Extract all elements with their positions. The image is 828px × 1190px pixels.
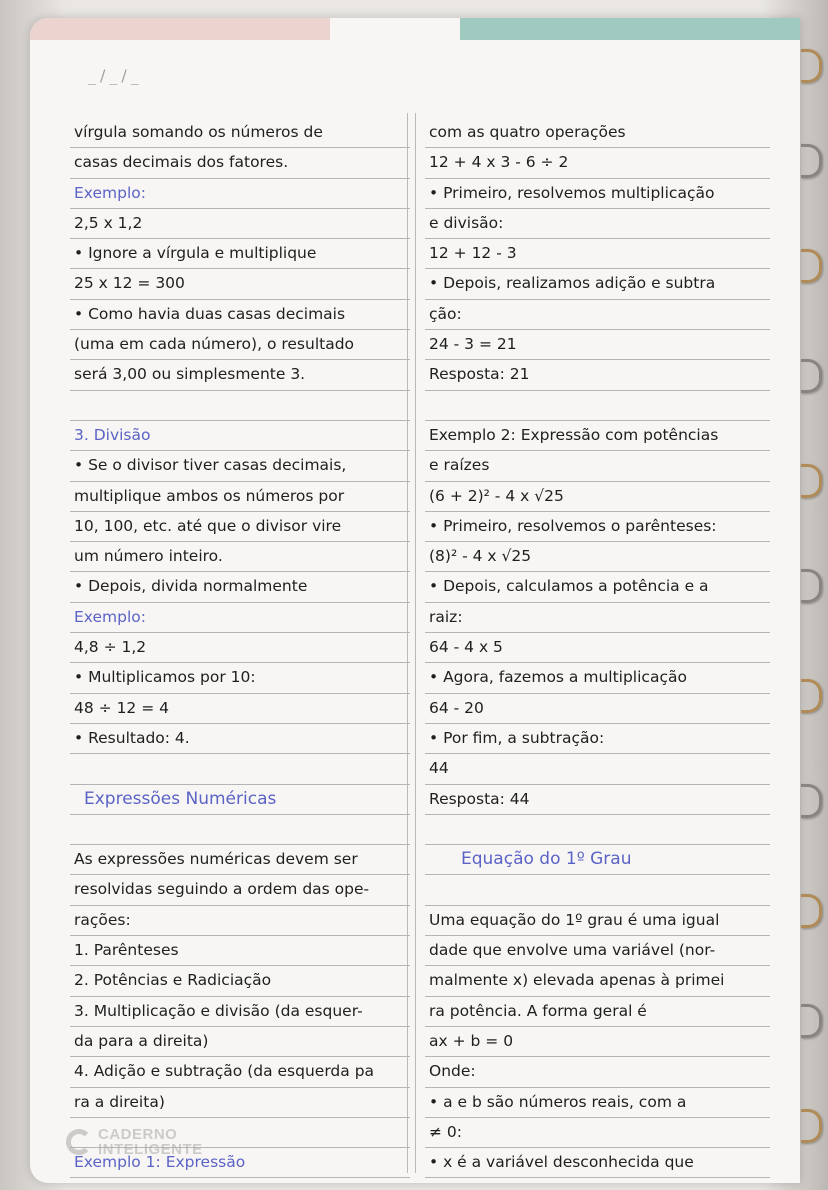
left-column-line: • Ignore a vírgula e multiplique	[70, 239, 410, 269]
right-column-line	[425, 815, 770, 845]
left-column-line: 10, 100, etc. até que o divisor vire	[70, 512, 410, 542]
right-column-line: • x é a variável desconhecida que	[425, 1148, 770, 1178]
right-column-line: e divisão:	[425, 209, 770, 239]
left-column-line	[70, 815, 410, 845]
right-column-line: malmente x) elevada apenas à primei	[425, 966, 770, 996]
ring-icon	[801, 1109, 822, 1143]
right-column-line: • Primeiro, resolvemos multiplicação	[425, 179, 770, 209]
spiral-ring	[800, 460, 822, 496]
left-column-line: multiplique ambos os números por	[70, 482, 410, 512]
ring-icon	[801, 249, 822, 283]
spiral-ring	[800, 1105, 822, 1141]
right-column-line: • Por fim, a subtração:	[425, 724, 770, 754]
logo-icon	[66, 1129, 92, 1155]
left-column-line: 2,5 x 1,2	[70, 209, 410, 239]
ring-icon	[801, 569, 822, 603]
ring-icon	[801, 679, 822, 713]
right-column-line: Uma equação do 1º grau é uma igual	[425, 906, 770, 936]
left-column-line: Exemplo:	[70, 179, 410, 209]
left-column-line: 48 ÷ 12 = 4	[70, 694, 410, 724]
ring-icon	[801, 464, 822, 498]
right-column-line: • a e b são números reais, com a	[425, 1088, 770, 1118]
left-column-line: 3. Multiplicação e divisão (da esquer-	[70, 997, 410, 1027]
right-column-line: raiz:	[425, 603, 770, 633]
right-column-line: 12 + 4 x 3 - 6 ÷ 2	[425, 148, 770, 178]
logo-line-2: INTELIGENTE	[98, 1141, 203, 1158]
notebook-page	[30, 18, 800, 1183]
left-column-line: será 3,00 ou simplesmente 3.	[70, 360, 410, 390]
ring-icon	[801, 1004, 822, 1038]
spiral-ring	[800, 565, 822, 601]
ring-icon	[801, 784, 822, 818]
left-column-line: 4,8 ÷ 1,2	[70, 633, 410, 663]
right-column-line: Equação do 1º Grau	[425, 845, 770, 875]
right-column-line: • Depois, calculamos a potência e a	[425, 572, 770, 602]
right-column-line: (6 + 2)² - 4 x √25	[425, 482, 770, 512]
left-column-line: rações:	[70, 906, 410, 936]
spiral-ring	[800, 675, 822, 711]
left-column-line	[70, 391, 410, 421]
right-column-line: ax + b = 0	[425, 1027, 770, 1057]
spiral-ring	[800, 890, 822, 926]
right-column-line: 64 - 20	[425, 694, 770, 724]
left-column	[70, 118, 410, 1178]
spiral-ring	[800, 780, 822, 816]
right-column-line: 64 - 4 x 5	[425, 633, 770, 663]
pink-tab	[30, 18, 330, 40]
green-tab	[460, 18, 800, 40]
left-column-line: 3. Divisão	[70, 421, 410, 451]
left-column-line: (uma em cada número), o resultado	[70, 330, 410, 360]
spiral-ring	[800, 45, 822, 81]
spiral-ring	[800, 1000, 822, 1036]
left-column-line: 25 x 12 = 300	[70, 269, 410, 299]
left-column-line: Exemplo 1: Expressão	[70, 1148, 410, 1178]
spiral-ring	[800, 245, 822, 281]
right-column-line: Onde:	[425, 1057, 770, 1087]
right-column-line	[425, 875, 770, 905]
right-column-line: • Depois, realizamos adição e subtra	[425, 269, 770, 299]
center-margin-line	[415, 113, 416, 1173]
logo-text	[98, 1127, 203, 1157]
left-column-line: • Resultado: 4.	[70, 724, 410, 754]
ring-icon	[801, 49, 822, 83]
left-column-line: da para a direita)	[70, 1027, 410, 1057]
right-column-line: ção:	[425, 300, 770, 330]
left-column-line: casas decimais dos fatores.	[70, 148, 410, 178]
right-column-line: (8)² - 4 x √25	[425, 542, 770, 572]
left-column-line: ra a direita)	[70, 1088, 410, 1118]
right-column-line: ra potência. A forma geral é	[425, 997, 770, 1027]
left-column-line: • Como havia duas casas decimais	[70, 300, 410, 330]
ring-icon	[801, 144, 822, 178]
left-column-line: 2. Potências e Radiciação	[70, 966, 410, 996]
ring-icon	[801, 894, 822, 928]
left-column-line: As expressões numéricas devem ser	[70, 845, 410, 875]
brand-logo	[66, 1127, 203, 1157]
left-column-line: resolvidas seguindo a ordem das ope-	[70, 875, 410, 905]
right-column-line: Resposta: 44	[425, 785, 770, 815]
right-column-line: Resposta: 21	[425, 360, 770, 390]
left-column-line	[70, 754, 410, 784]
left-column-line: um número inteiro.	[70, 542, 410, 572]
left-column-line: 1. Parênteses	[70, 936, 410, 966]
left-column-line: • Se o divisor tiver casas decimais,	[70, 451, 410, 481]
left-column-line: vírgula somando os números de	[70, 118, 410, 148]
spiral-ring	[800, 140, 822, 176]
right-column-line: dade que envolve uma variável (nor-	[425, 936, 770, 966]
logo-line-1: CADERNO	[98, 1126, 178, 1143]
right-column-line: 24 - 3 = 21	[425, 330, 770, 360]
right-column-line: 12 + 12 - 3	[425, 239, 770, 269]
left-column-line: Exemplo:	[70, 603, 410, 633]
right-column-line: • Primeiro, resolvemos o parênteses:	[425, 512, 770, 542]
right-column-line: Exemplo 2: Expressão com potências	[425, 421, 770, 451]
left-column-line: 4. Adição e subtração (da esquerda pa	[70, 1057, 410, 1087]
right-column-line: com as quatro operações	[425, 118, 770, 148]
right-column-line: ≠ 0:	[425, 1118, 770, 1148]
ring-icon	[801, 359, 822, 393]
date-field: _/_/_	[88, 66, 143, 85]
right-column-line: e raízes	[425, 451, 770, 481]
left-column-line: Expressões Numéricas	[70, 785, 410, 815]
right-column-line: • Agora, fazemos a multiplicação	[425, 663, 770, 693]
left-column-line: • Depois, divida normalmente	[70, 572, 410, 602]
left-column-line: • Multiplicamos por 10:	[70, 663, 410, 693]
right-column-line: 44	[425, 754, 770, 784]
spiral-ring	[800, 355, 822, 391]
right-column	[425, 118, 770, 1178]
right-column-line	[425, 391, 770, 421]
